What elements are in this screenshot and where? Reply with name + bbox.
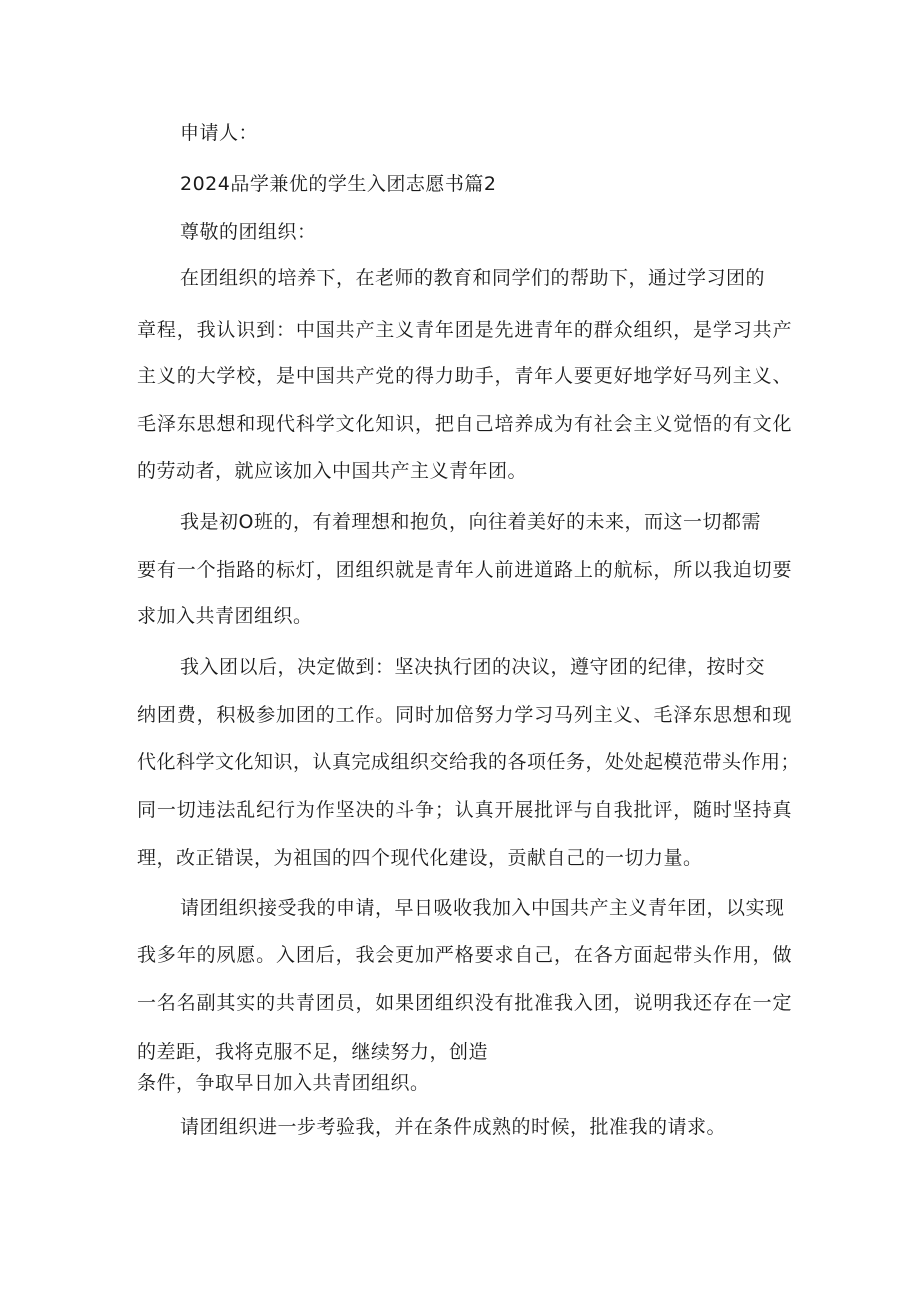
paragraph-line: 我多年的夙愿。入团后，我会更加严格要求自己，在各方面起带头作用，做: [137, 944, 792, 966]
paragraph-line: 求加入共青团组织。: [137, 605, 313, 627]
paragraph-line: 章程，我认识到：中国共产主义青年团是先进青年的群众组织，是学习共产: [137, 319, 792, 341]
paragraph-line: 一名名副其实的共青团员，如果团组织没有批准我入团，说明我还存在一定: [137, 992, 792, 1014]
paragraph-line: 我入团以后，决定做到：坚决执行团的决议，遵守团的纪律，按时交: [180, 656, 766, 678]
paragraph-line: 毛泽东思想和现代科学文化知识，把自己培养成为有社会主义觉悟的有文化: [137, 413, 792, 435]
paragraph-line: 的差距，我将克服不足，继续努力，创造: [137, 1041, 489, 1063]
essay-title: 2024品学兼优的学生入团志愿书篇2: [180, 173, 497, 195]
applicant-label: 申请人：: [180, 122, 259, 144]
paragraph-line: 纳团费，积极参加团的工作。同时加倍努力学习马列主义、毛泽东思想和现: [137, 704, 792, 726]
paragraph-line: 我是初O班的，有着理想和抱负，向往着美好的未来，而这一切都需: [180, 511, 761, 533]
paragraph-line: 的劳动者，就应该加入中国共产主义青年团。: [137, 460, 528, 482]
paragraph-line: 代化科学文化知识，认真完成组织交给我的各项任务，处处起模范带头作用；: [137, 751, 801, 773]
paragraph-line: 请团组织进一步考验我，并在条件成熟的时候，批准我的请求。: [180, 1116, 727, 1138]
paragraph-line: 要有一个指路的标灯，团组织就是青年人前进道路上的航标，所以我迫切要: [137, 559, 792, 581]
paragraph-line: 主义的大学校，是中国共产党的得力助手，青年人要更好地学好马列主义、: [137, 365, 792, 387]
paragraph-line: 理，改正错误，为祖国的四个现代化建设，贡献自己的一切力量。: [137, 847, 703, 869]
paragraph-line: 在团组织的培养下，在老师的教育和同学们的帮助下，通过学习团的: [180, 267, 766, 289]
paragraph-line: 条件，争取早日加入共青团组织。: [137, 1072, 430, 1094]
paragraph-line: 请团组织接受我的申请，早日吸收我加入中国共产主义青年团，以实现: [180, 897, 785, 919]
salutation: 尊敬的团组织：: [180, 221, 317, 243]
paragraph-line: 同一切违法乱纪行为作坚决的斗争；认真开展批评与自我批评，随时坚持真: [137, 799, 792, 821]
